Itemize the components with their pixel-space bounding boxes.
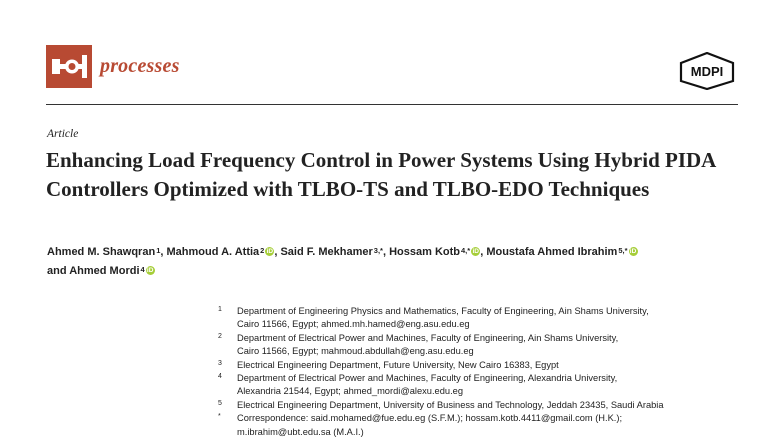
affiliation-item <box>216 412 756 439</box>
affiliation-text: Department of Electrical Power and Machines, Faculty of Engineering, Alexandria University, <box>237 373 618 384</box>
affiliation-item <box>216 399 756 412</box>
affiliation-text: Alexandria 21544, Egypt; ahmed_mordi@alexu.edu.eg <box>237 386 463 397</box>
affiliation-item <box>216 372 756 399</box>
svg-text:MDPI: MDPI <box>690 64 724 79</box>
affiliation-number: 3 <box>218 359 222 367</box>
affiliation-text: Correspondence: said.mohamed@fue.edu.eg (S.F.M.); hossam.kotb.4411@gmail.com (H.K.); <box>237 413 623 424</box>
affiliation-text: Electrical Engineering Department, Future University, New Cairo 16383, Egypt <box>237 359 559 370</box>
mdpi-logo-icon <box>678 52 736 90</box>
affiliation-text: Department of Engineering Physics and Mathematics, Faculty of Engineering, Ain Shams University, <box>237 306 649 316</box>
author-name: Said F. Mekhamer$^{3,*}$ <box>280 246 383 258</box>
affiliation-number: * <box>218 413 221 421</box>
affiliation-number: 1 <box>218 306 222 313</box>
affiliation-text: Cairo 11566, Egypt; ahmed.mh.hamed@eng.asu.edu.eg <box>237 319 470 330</box>
author-list: Ahmed M. Shawqran$^1$, Mahmoud A. Attia$^2$ iD, Said F. Mekhamer$^{3,*}$, Hossam Kotb$^{4,*}$ iD, Moustafa Ahmed Ibrahim$^{5,*}$ iD and Ahmed Mordi$^4$ iD <box>47 246 637 277</box>
author-affiliation-marker: 4 <box>140 265 145 274</box>
affiliation-text: Electrical Engineering Department, University of Business and Technology, Jeddah 23435, Saudi Arabia <box>237 399 664 410</box>
affiliation-number: 5 <box>218 399 222 407</box>
journal-name: processes <box>100 55 180 77</box>
author-name: Hossam Kotb$^{4,*}$ iD <box>389 246 479 258</box>
article-type-label: Article <box>47 128 79 140</box>
author-name: Mahmoud A. Attia$^2$ iD <box>166 246 274 258</box>
orcid-icon[interactable]: iD <box>629 247 637 255</box>
author-affiliation-marker: 4,* <box>461 246 471 255</box>
affiliation-text: m.ibrahim@ubt.edu.sa (M.A.I.) <box>237 426 364 437</box>
affiliation-text: Department of Electrical Power and Machines, Faculty of Engineering, Ain Shams University, <box>237 332 619 343</box>
affiliation-number: 4 <box>218 373 222 381</box>
author-affiliation-marker: 5,* <box>618 246 628 255</box>
author-name: Ahmed M. Shawqran$^1$ <box>47 246 161 258</box>
orcid-icon[interactable]: iD <box>266 247 274 255</box>
affiliation-list <box>216 305 756 439</box>
affiliation-item <box>216 359 756 372</box>
author-name: Moustafa Ahmed Ibrahim$^{5,*}$ iD <box>486 246 637 258</box>
orcid-icon[interactable]: iD <box>472 247 479 255</box>
affiliation-item <box>216 332 756 359</box>
author-affiliation-marker: 1 <box>156 246 161 255</box>
author-affiliation-marker: 3,* <box>373 246 383 255</box>
article-title: Enhancing Load Frequency Control in Power Systems Using Hybrid PIDA Controllers Optimized with TLBO-TS and TLBO-EDO Techniques <box>46 148 716 201</box>
author-affiliation-marker: 2 <box>260 246 265 255</box>
affiliation-item <box>216 305 756 332</box>
orcid-icon[interactable]: iD <box>146 266 154 274</box>
processes-journal-logo-icon <box>46 45 92 88</box>
header-divider <box>46 104 738 105</box>
affiliation-text: Cairo 11566, Egypt; mahmoud.abdullah@eng.asu.edu.eg <box>237 346 474 357</box>
author-name: Ahmed Mordi$^4$ iD <box>69 265 154 277</box>
affiliation-number: 2 <box>218 332 222 340</box>
